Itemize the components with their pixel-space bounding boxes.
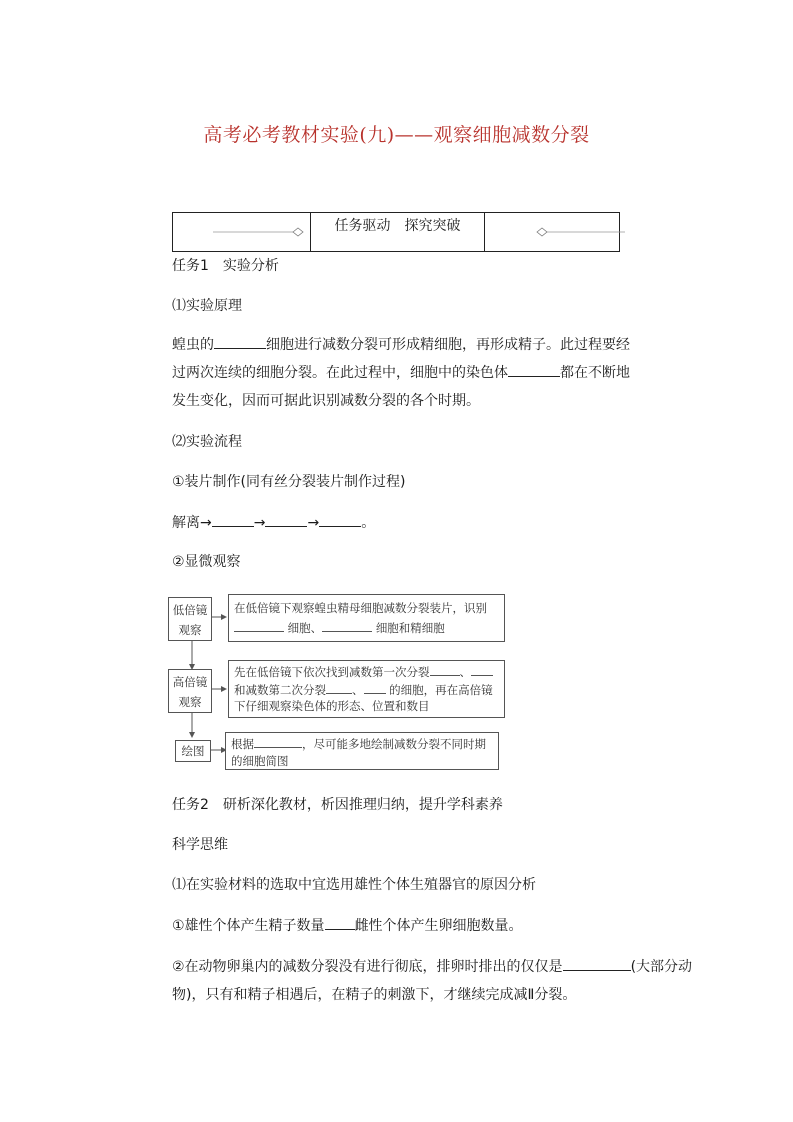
step2-text: ②显微观察 — [172, 554, 241, 570]
flow-text: 下仔细观察染色体的形态、位置和数目 — [234, 699, 430, 713]
flow-text: 在低倍镜下观察蝗虫精母细胞减数分裂装片，识别 — [234, 601, 487, 615]
question-text: ①雄性个体产生精子数量 — [172, 918, 325, 934]
banner-title: 任务驱动 探究突破 — [311, 213, 485, 251]
answer-blank — [212, 512, 254, 527]
question-text: 雌性个体产生卵细胞数量。 — [354, 918, 523, 934]
question-text: ②在动物卵巢内的减数分裂没有进行彻底，排卵时排出的仅仅是 — [172, 959, 563, 975]
page-title: 高考必考教材实验(九)——观察细胞减数分裂 — [203, 124, 590, 146]
high-power-label: 观察 — [178, 695, 202, 709]
answer-blank — [364, 681, 386, 694]
question-1a — [172, 915, 523, 937]
answer-blank — [234, 619, 284, 632]
flow-text: 的细胞，再在高倍镜 — [389, 682, 493, 697]
answer-blank — [254, 735, 302, 748]
section-banner — [172, 212, 620, 252]
step1-line — [172, 512, 375, 534]
flow-text: 细胞、 — [287, 621, 323, 635]
principle-text-2: 细胞进行减数分裂可形成精细胞，再形成精子。此过程要经过两次连续的细胞分裂。在此过程中，细胞中的染色体 — [172, 337, 630, 381]
answer-blank — [265, 512, 307, 527]
high-power-description — [228, 660, 505, 718]
flow-text: 细胞和精细胞 — [375, 621, 445, 635]
flow-text-line — [231, 735, 493, 753]
low-power-description — [228, 594, 505, 642]
low-power-label: 观察 — [178, 623, 202, 637]
draw-box — [175, 740, 211, 762]
flow-text: 、 — [352, 682, 364, 697]
flow-text: ，尽可能多地绘制减数分裂不同时期 — [302, 737, 486, 751]
science-heading: 科学思维 — [172, 837, 228, 853]
question-1: ⑴在实验材料的选取中宜选用雄性个体生殖器官的原因分析 — [172, 877, 536, 893]
task2-heading: 任务2 研析深化教材，析因推理归纳，提升学科素养 — [172, 797, 503, 813]
question-1b — [172, 953, 720, 1009]
high-power-label: 高倍镜 — [172, 675, 208, 689]
high-power-box — [168, 669, 212, 713]
answer-blank — [430, 663, 460, 676]
answer-blank — [508, 362, 560, 377]
flow-text: 、 — [459, 665, 471, 679]
question-text: (大部分动物)，只有和精子相遇后，在精子的刺激下，才继续完成减Ⅱ分裂。 — [172, 959, 693, 1003]
ornament-icon — [213, 226, 305, 238]
answer-blank — [214, 334, 266, 349]
step1-text: ①装片制作(同有丝分裂装片制作过程) — [172, 474, 406, 490]
flow-text: 先在低倍镜下依次找到减数第一次分裂 — [234, 665, 430, 679]
answer-blank — [326, 681, 352, 694]
task1-heading: 任务1 实验分析 — [172, 258, 279, 274]
draw-description — [225, 732, 499, 770]
draw-label: 绘图 — [181, 744, 205, 758]
answer-blank — [322, 619, 372, 632]
flow-text-line — [234, 681, 499, 699]
flow-text-line — [234, 663, 499, 681]
arrow-icon: → — [200, 515, 212, 531]
step1-start: 解离 — [172, 515, 200, 531]
low-power-box — [168, 597, 212, 641]
flow-heading: ⑵实验流程 — [172, 434, 242, 450]
principle-text-1: 蝗虫的 — [172, 337, 214, 353]
answer-blank — [319, 512, 361, 527]
flow-text: 的细胞简图 — [231, 753, 289, 768]
arrow-icon: → — [253, 515, 266, 531]
step1-end: 。 — [361, 515, 376, 531]
principle-heading: ⑴实验原理 — [172, 298, 242, 314]
answer-blank — [471, 663, 493, 676]
banner-right-cell — [485, 213, 619, 251]
answer-blank — [325, 915, 355, 930]
flow-text: 和减数第二次分裂 — [234, 682, 326, 697]
ornament-icon — [535, 226, 627, 238]
low-power-label: 低倍镜 — [172, 603, 208, 617]
answer-blank — [563, 956, 631, 971]
principle-paragraph — [172, 331, 642, 415]
banner-left-cell — [173, 213, 311, 251]
arrow-icon: → — [307, 515, 320, 531]
flow-text: 根据 — [231, 737, 254, 751]
flow-text-line — [234, 618, 499, 638]
principle-text-3: 都在不断地发生变化，因而可据此识别减数分裂的各个时期。 — [172, 365, 630, 409]
